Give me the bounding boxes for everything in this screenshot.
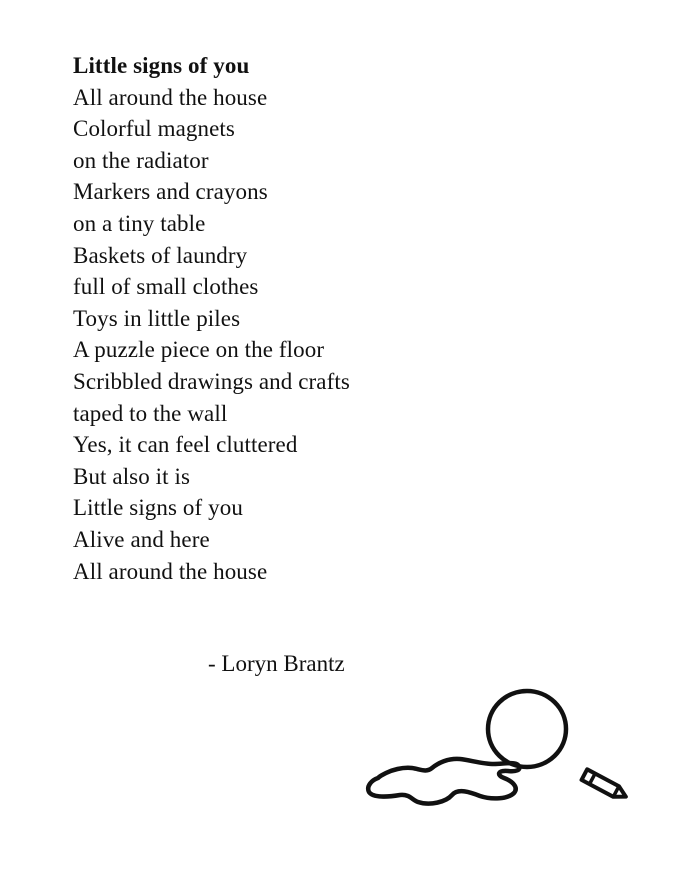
poem-line: All around the house [73,84,268,110]
cloth-drawing [368,759,519,804]
poem-line: Alive and here [73,526,210,552]
poem-line: Yes, it can feel cluttered [73,432,298,458]
ball-drawing [488,691,566,767]
poem-line: Toys in little piles [73,305,241,331]
poem-line: taped to the wall [73,400,228,426]
poem-line: on the radiator [73,147,209,173]
poem-line: All around the house [73,558,268,584]
poem-line: on a tiny table [73,210,206,236]
poem-author: - Loryn Brantz [208,651,345,676]
poem-line: But also it is [73,463,191,489]
poem-line: Baskets of laundry [73,242,248,268]
poem-title: Little signs of you [73,53,250,78]
crayon-drawing [582,769,629,802]
poem-line: A puzzle piece on the floor [73,337,325,363]
poem-line: full of small clothes [73,274,259,300]
poem-line: Little signs of you [73,495,243,521]
poem-line: Markers and crayons [73,179,268,205]
poem-line: Scribbled drawings and crafts [73,368,350,394]
poem-line: Colorful magnets [73,116,235,142]
poem [73,50,350,587]
